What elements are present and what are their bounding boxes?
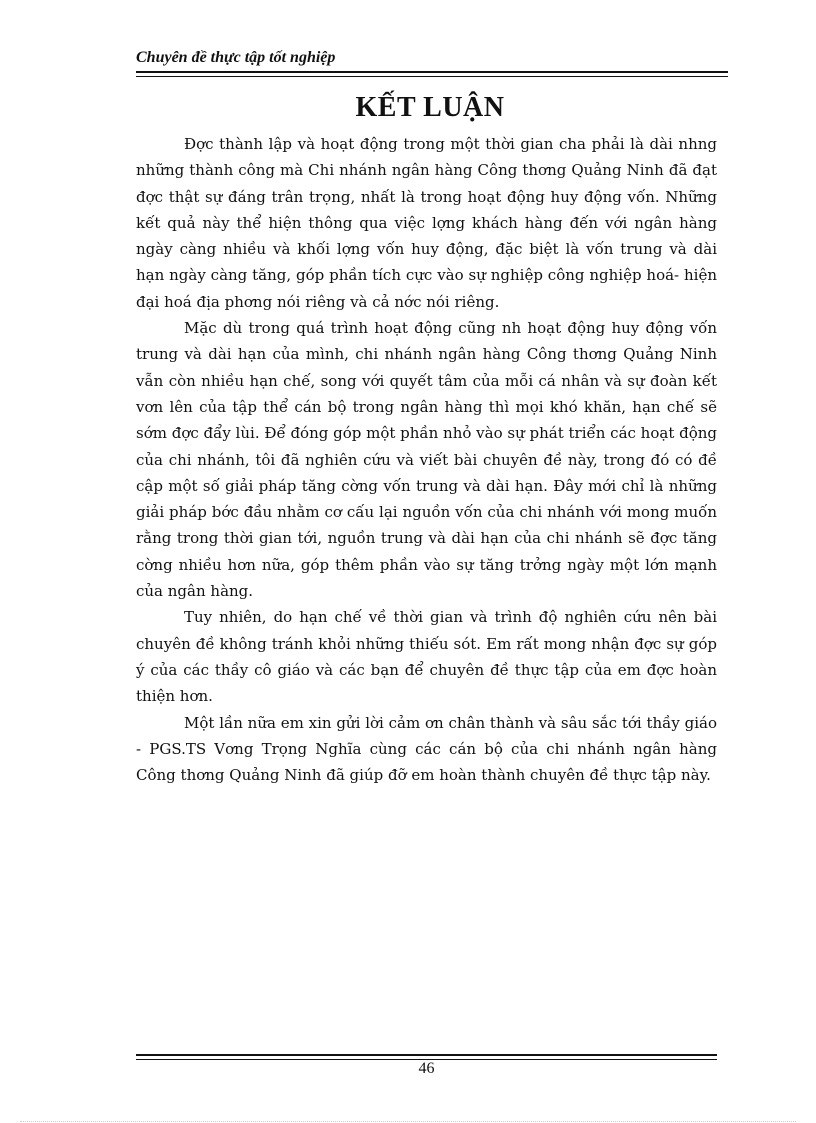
page-title: KẾT LUẬN	[355, 92, 505, 123]
paragraph: Mặc dù trong quá trình hoạt động cũng nh hoạt động huy động vốn trung và dài hạn của mình, chi nhánh ngân hàng Công thơng Quảng Ninh vẫn còn nhiều hạn chế, song với quyết tâm của mỗi cá nhân và sự đoàn kết vơn lên của tập thể cán bộ trong ngân hàng thì mọi khó khăn, hạn chế sẽ sớm đợc đẩy lùi. Để đóng góp một phần nhỏ vào sự phát triển các hoạt động của chi nhánh, tôi đã nghiên cứu và viết bài chuyên đề này, trong đó có đề cập một số giải pháp tăng cờng vốn trung và dài hạn. Đây mới chỉ là những giải pháp bớc đầu nhằm cơ cấu lại nguồn vốn của chi nhánh với mong muốn rằng trong thời gian tới, nguồn trung và dài hạn của chi nhánh sẽ đợc tăng cờng nhiều hơn nữa, góp thêm phần vào sự tăng trởng ngày một lớn mạnh của ngân hàng.	[136, 319, 718, 601]
header-rule-thin	[136, 76, 728, 77]
page-edge-divider	[20, 1121, 796, 1122]
paragraph: Đợc thành lập và hoạt động trong một thời gian cha phải là dài nhng những thành công mà Chi nhánh ngân hàng Công thơng Quảng Ninh đã đạt đợc thật sự đáng trân trọng, nhất là trong hoạt động huy động vốn. Những kết quả này thể hiện thông qua việc lợng khách hàng đến với ngân hàng ngày càng nhiều và khối lợng vốn huy động, đặc biệt là vốn trung và dài hạn ngày càng tăng, góp phần tích cực vào sự nghiệp công nghiệp hoá- hiện đại hoá địa phơng nói riêng và cả nớc nói riêng.	[136, 135, 717, 311]
running-header: Chuyên đề thực tập tốt nghiệp	[136, 49, 336, 66]
page-number: 46	[418, 1060, 435, 1077]
header-rule-thick	[136, 71, 728, 73]
paragraph: Một lần nữa em xin gửi lời cảm ơn chân thành và sâu sắc tới thầy giáo - PGS.TS Vơng Trọng Nghĩa cùng các cán bộ của chi nhánh ngân hàng Công thơng Quảng Ninh đã giúp đỡ em hoàn thành chuyên đề thực tập này.	[136, 713, 717, 785]
body-text	[136, 131, 717, 788]
paragraph: Tuy nhiên, do hạn chế về thời gian và trình độ nghiên cứu nên bài chuyên đề không tránh khỏi những thiếu sót. Em rất mong nhận đợc sự góp ý của các thầy cô giáo và các bạn để chuyên đề thực tập của em đợc hoàn thiện hơn.	[136, 608, 717, 706]
footer-rule-thick	[136, 1054, 717, 1056]
